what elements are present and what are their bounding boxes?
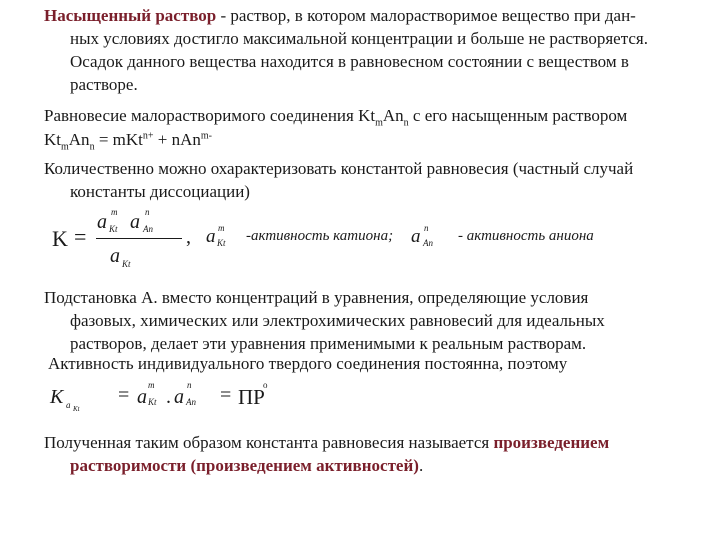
f2-equals-2: =	[220, 384, 232, 406]
num-activity-cation: a	[97, 211, 107, 233]
num-cation-sup: m	[111, 207, 118, 217]
paragraph-equilibrium	[44, 104, 627, 127]
den-activity-compound: a	[110, 245, 120, 267]
constant-line-2: константы диссоциации)	[70, 182, 250, 201]
num-activity-anion: a	[130, 211, 140, 233]
eq-sup-anion: m-	[200, 130, 212, 142]
num-anion-sub: An	[143, 224, 153, 234]
f2-cation-sup: m	[148, 380, 155, 390]
activity-anion-sup: n	[424, 223, 429, 233]
activity-cation-sup: m	[218, 223, 225, 233]
f2-equals-1: =	[118, 384, 130, 406]
activity-constant-text: Активность индивидуального твердого соединения постоянна, поэтому	[48, 354, 568, 373]
term-saturated-solution: Насыщенный раствор	[44, 6, 217, 25]
num-anion-sup: n	[145, 207, 150, 217]
formula-k: K	[52, 226, 68, 251]
definition-line-2: ных условиях достигло максимальной концентрации и больше не растворяется.	[70, 29, 648, 48]
equilibrium-an: An	[382, 106, 404, 125]
paragraph-activity-constant	[48, 352, 567, 375]
paragraph-conclusion	[44, 431, 609, 477]
activity-cation-text: -активность катиона;	[246, 228, 394, 244]
activity-anion-symbol: a	[411, 226, 421, 247]
f2-activity-anion: a	[174, 386, 184, 408]
subscript-n: n	[403, 117, 409, 129]
f2-k-sub: a	[66, 400, 71, 410]
formula-comma: ,	[186, 226, 191, 248]
f2-k-subsub: Kt	[73, 405, 80, 413]
f2-anion-sub: An	[186, 397, 196, 407]
formula-equals: =	[74, 224, 87, 249]
substitution-line-2: фазовых, химических или электрохимических равновесий для идеальных	[70, 311, 605, 330]
term-solubility-product: растворимости (произведением активностей)	[70, 456, 419, 475]
f2-pr-sup: o	[263, 380, 268, 390]
activity-cation-sub: Kt	[217, 238, 226, 248]
definition-line-3: Осадок данного вещества находится в равновесном состоянии с веществом в	[70, 52, 629, 71]
conclusion-period: .	[418, 456, 424, 475]
dissociation-equation	[44, 128, 212, 151]
conclusion-text: Полученная таким образом константа равновесия называется	[44, 433, 494, 452]
f2-anion-sup: n	[187, 380, 192, 390]
num-cation-sub: Kt	[109, 224, 118, 234]
eq-an: An	[68, 130, 90, 149]
f2-dot: .	[166, 386, 171, 408]
term-product: произведением	[493, 433, 610, 452]
equilibrium-tail: с его насыщенным раствором	[408, 106, 628, 125]
paragraph-definition	[44, 4, 648, 96]
f2-solubility-product: ПР	[238, 385, 265, 409]
definition-line-1: - раствор, в котором малорастворимое вещество при дан-	[216, 6, 636, 25]
paragraph-constant	[44, 157, 633, 203]
activity-cation-symbol: a	[206, 226, 216, 247]
constant-line-1: Количественно можно охарактеризовать константой равновесия (частный случай	[44, 159, 634, 178]
definition-line-4: растворе.	[70, 75, 138, 94]
eq-sub-m: m	[61, 141, 69, 153]
activity-anion-sub: An	[423, 238, 433, 248]
equilibrium-text: Равновесие малорастворимого соединения Kt	[44, 106, 376, 125]
fraction-bar	[96, 238, 182, 239]
f2-cation-sub: Kt	[148, 397, 157, 407]
eq-cation: = mKt	[94, 130, 143, 149]
f2-k: K	[50, 386, 64, 408]
substitution-line-3: растворов, делает эти уравнения применимыми к реальным растворам.	[70, 334, 587, 353]
eq-anion: + nAn	[153, 130, 201, 149]
eq-sup-cation: n+	[142, 130, 154, 142]
activity-anion-text: - активность аниона	[458, 228, 594, 244]
f2-activity-cation: a	[137, 386, 147, 408]
eq-kt: Kt	[44, 130, 61, 149]
substitution-line-1: Подстановка А. вместо концентраций в уравнения, определяющие условия	[44, 288, 589, 307]
eq-sub-n: n	[89, 141, 95, 153]
subscript-m: m	[375, 117, 383, 129]
den-sub: Kt	[122, 259, 131, 269]
paragraph-substitution	[44, 286, 605, 355]
